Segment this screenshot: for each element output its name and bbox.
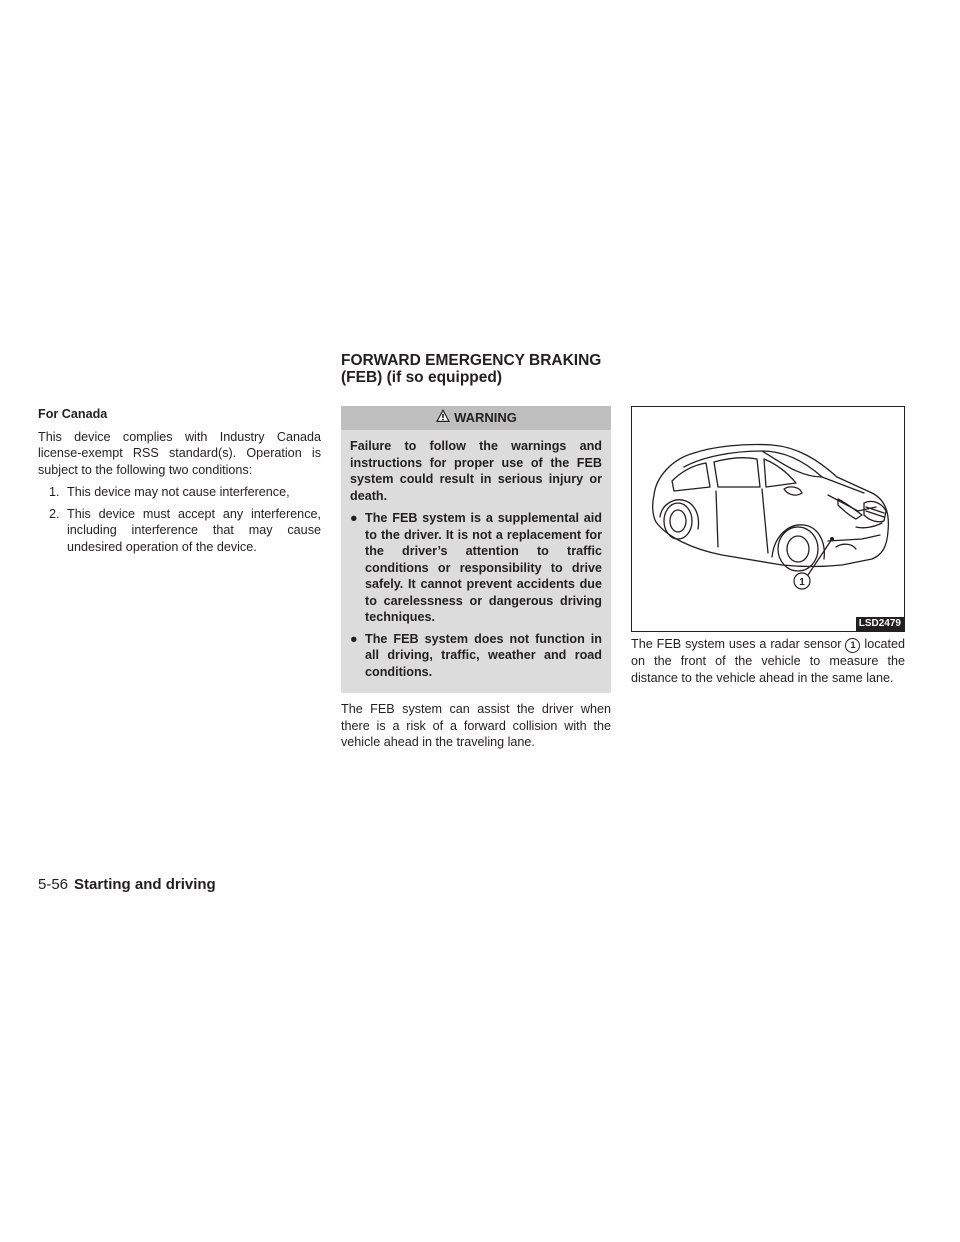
list-item xyxy=(350,631,602,681)
sensor-text-after: located on the front of the vehicle to measure the distance to the vehicle ahead in the same lane. xyxy=(631,637,905,685)
feb-assist-text: The FEB system can assist the driver when there is a risk of a forward collision with the vehicle ahead in the traveling lane. xyxy=(341,702,611,749)
warning-triangle-icon xyxy=(435,408,451,428)
sensor-text-before: The FEB system uses a radar sensor xyxy=(631,637,846,651)
page-number: 5-56 xyxy=(38,876,69,893)
chapter-title: Starting and driving xyxy=(74,876,216,893)
sensor-callout-icon: 1 xyxy=(845,638,860,653)
figure-callout: 1 xyxy=(799,577,805,588)
warning-header xyxy=(341,406,611,430)
list-item-text: The FEB system does not function in all driving, traffic, weather and road conditions. xyxy=(365,631,602,679)
list-item-text: The FEB system is a supplemental aid to the driver. It is not a replacement for the driver’s attention to traffic conditions or responsibility to drive safely. It cannot prevent accidents due to carelessness or dangerous driving techniques. xyxy=(365,511,602,624)
section-title-line-2: (FEB) (if so equipped) xyxy=(341,369,503,386)
bullet-icon: ● xyxy=(350,631,358,646)
sensor-text xyxy=(631,636,905,686)
warning-bullets xyxy=(350,510,602,680)
list-item xyxy=(350,510,602,626)
warning-column xyxy=(341,406,611,757)
list-item xyxy=(38,506,321,556)
canada-conditions-list xyxy=(38,484,321,555)
section-title-line-1: FORWARD EMERGENCY BRAKING xyxy=(341,352,602,369)
list-item-number: 2. xyxy=(49,506,60,521)
canada-column xyxy=(38,406,321,560)
canada-intro: This device complies with Industry Canada license-exempt RSS standard(s). Operation is subject to the following two conditions: xyxy=(38,429,321,477)
canada-heading: For Canada xyxy=(38,407,108,421)
car-illustration xyxy=(632,407,904,631)
list-item-number: 1. xyxy=(49,485,60,499)
section-title xyxy=(341,352,641,386)
list-item xyxy=(38,484,321,501)
bullet-icon: ● xyxy=(350,511,358,525)
list-item-text: This device may not cause interference, xyxy=(67,485,290,499)
car-radar-sensor-figure xyxy=(631,406,905,632)
figure-code: LSD2479 xyxy=(856,617,904,631)
warning-intro: Failure to follow the warnings and instructions for proper use of the FEB system could result in serious injury or death. xyxy=(350,439,602,503)
figure-column xyxy=(631,406,905,692)
warning-box xyxy=(341,406,611,693)
page-footer xyxy=(38,876,216,894)
list-item-text: This device must accept any interference, including interference that may cause undesired operation of the device. xyxy=(67,506,321,554)
warning-label: WARNING xyxy=(454,409,517,425)
